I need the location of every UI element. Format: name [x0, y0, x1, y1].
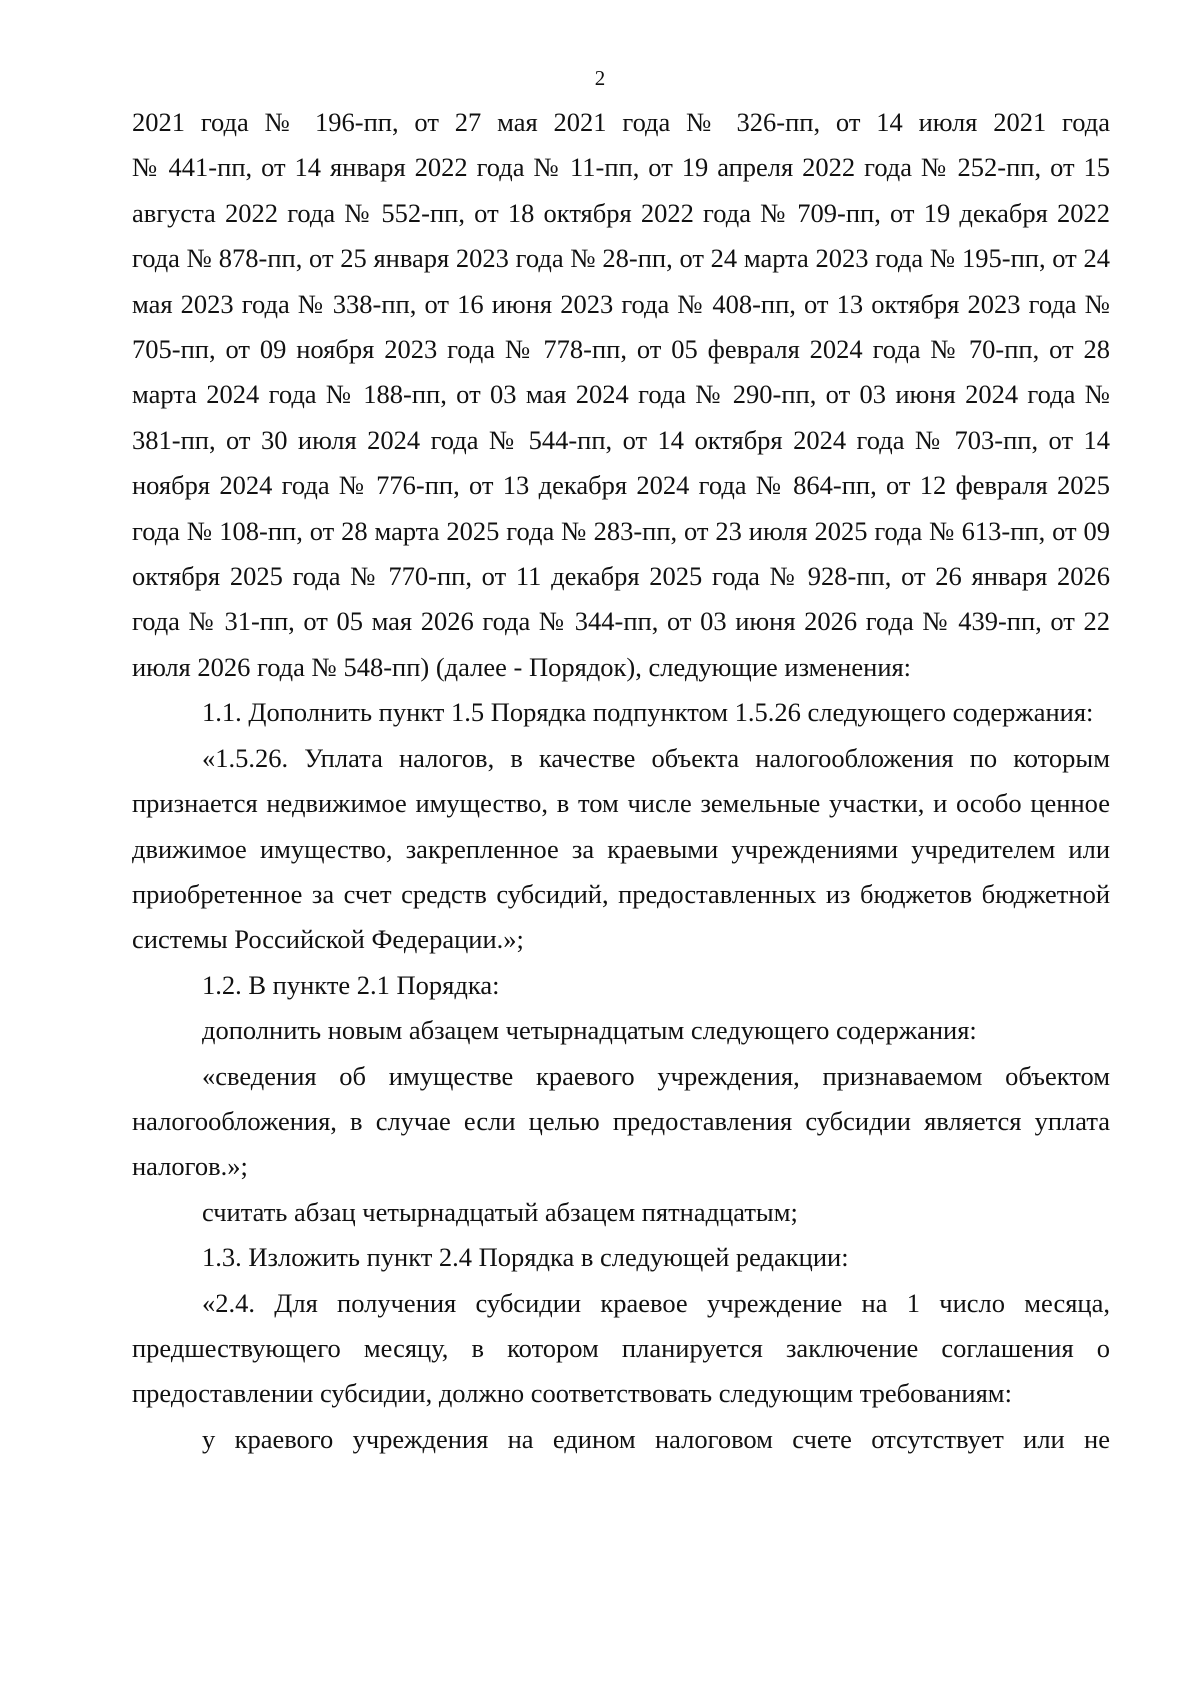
- paragraph-item-1-2: 1.2. В пункте 2.1 Порядка:: [202, 969, 500, 1000]
- paragraph-quote-svedeniya: «сведения об имуществе краевого учреждения, признаваемом объектом налогообложения, в случае если целью предоставления субсидии является уплата налогов.»;: [132, 1060, 1110, 1182]
- page-number: 2: [594, 66, 606, 90]
- paragraph-renumber-abzac: считать абзац четырнадцатый абзацем пятнадцатым;: [202, 1196, 798, 1227]
- paragraph-1-amendment-list: № 441-пп, от 14 января 2022 года № 11-пп, от 19 апреля 2022 года № 252-пп, от 15 августа 2022 года № 552-пп, от 18 октября 2022 года № 709-пп, от 19 декабря 2022 года № 878-пп, от 25 января 2023 года № 28-пп, от 24 марта 2023 года № 195-пп, от 24 мая 2023 года № 338-пп, от 16 июня 2023 года № 408-пп, от 13 октября 2023 года № 705-пп, от 09 ноября 2023 года № 778-пп, от 05 февраля 2024 года № 70-пп, от 28 марта 2024 года № 188-пп, от 03 мая 2024 года № 290-пп, от 03 июня 2024 года № 381-пп, от 30 июля 2024 года № 544-пп, от 14 октября 2024 года № 703-пп, от 14 ноября 2024 года № 776-пп, от 13 декабря 2024 года № 864-пп, от 12 февраля 2025 года № 108-пп, от 28 марта 2025 года № 283-пп, от 23 июля 2025 года № 613-пп, от 09 октября 2025 года № 770-пп, от 11 декабря 2025 года № 928-пп, от 26 января 2026 года № 31-пп, от 05 мая 2026 года № 344-пп, от 03 июня 2026 года № 439-пп, от 22 июля 2026 года № 548-пп) (далее - Порядок), следующие изменения:: [132, 152, 1110, 682]
- paragraph-requirement-tax-account: у краевого учреждения на едином налоговом счете отсутствует или не: [202, 1423, 1110, 1454]
- document-body: [132, 100, 1110, 1462]
- paragraph-quote-1-5-26: «1.5.26. Уплата налогов, в качестве объекта налогообложения по которым признается недвижимое имущество, в том числе земельные участки, и особо ценное движимое имущество, закрепленное за краевыми учреждениями учредителем или приобретенное за счет средств субсидий, предоставленных из бюджетов бюджетной системы Российской Федерации.»;: [132, 742, 1110, 955]
- paragraph-item-1-3: 1.3. Изложить пункт 2.4 Порядка в следующей редакции:: [202, 1242, 849, 1273]
- paragraph-add-abzac: дополнить новым абзацем четырнадцатым следующего содержания:: [202, 1015, 977, 1046]
- paragraph-1-first-line: 2021 года № 196-пп, от 27 мая 2021 года № 326-пп, от 14 июля 2021 года: [132, 107, 1110, 137]
- paragraph-item-1-1: 1.1. Дополнить пункт 1.5 Порядка подпунктом 1.5.26 следующего содержания:: [202, 697, 1094, 728]
- paragraph-quote-2-4: «2.4. Для получения субсидии краевое учреждение на 1 число месяца, предшествующего месяцу, в котором планируется заключение соглашения о предоставлении субсидии, должно соответствовать следующим требованиям:: [132, 1287, 1110, 1409]
